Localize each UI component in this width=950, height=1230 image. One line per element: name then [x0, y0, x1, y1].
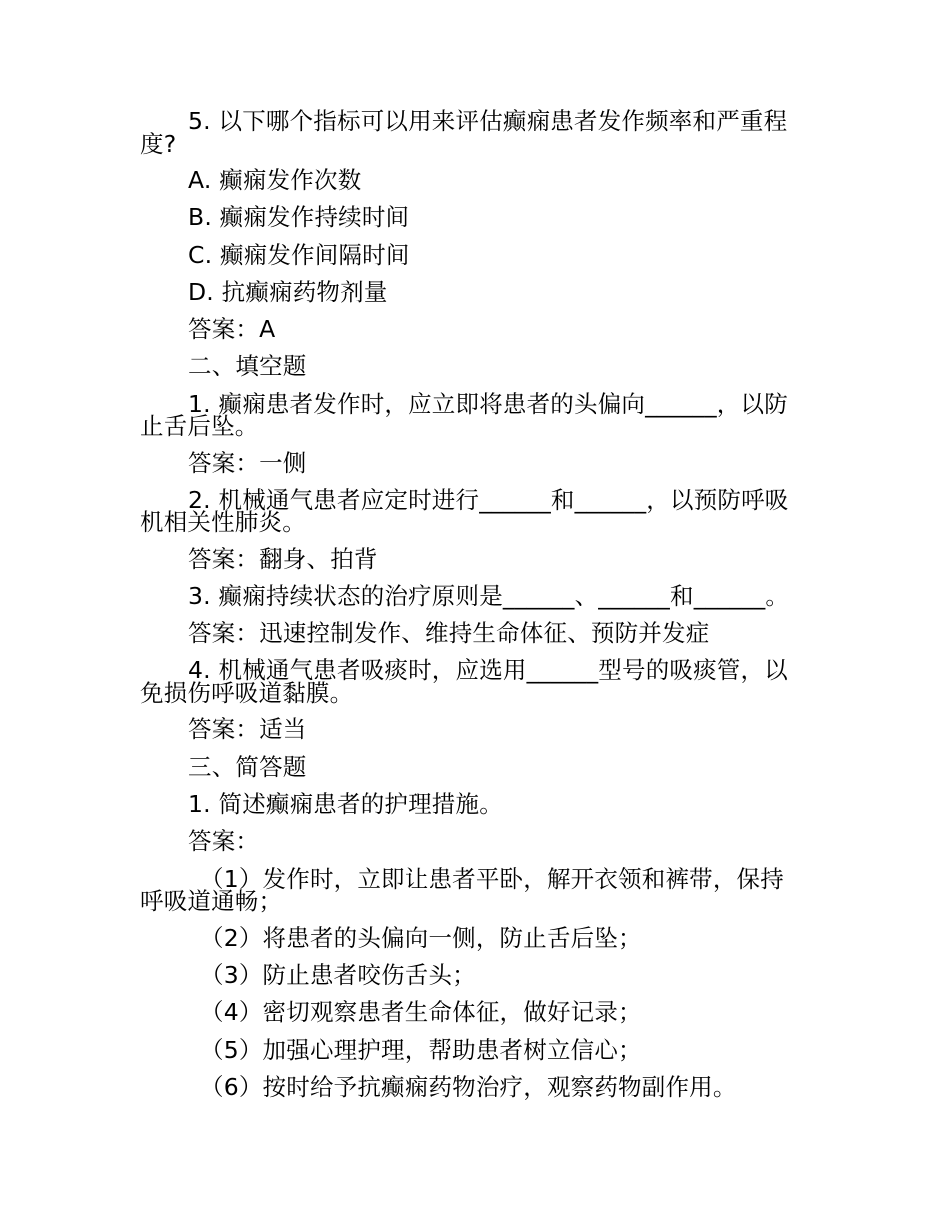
fill-q2-answer: 答案：翻身、拍背 [188, 545, 378, 573]
point-3: （3）防止患者咬伤舌头； [200, 961, 476, 989]
fill-q4-answer: 答案：适当 [188, 715, 307, 743]
option-d: D. 抗癫痫药物剂量 [188, 278, 388, 306]
point-5: （5）加强心理护理，帮助患者树立信心； [200, 1036, 642, 1064]
option-a: A. 癫痫发作次数 [188, 166, 362, 194]
section-2-title: 二、填空题 [188, 352, 307, 380]
fill-q3-answer: 答案：迅速控制发作、维持生命体征、预防并发症 [188, 619, 710, 647]
section-3-title: 三、简答题 [188, 753, 307, 781]
option-c: C. 癫痫发作间隔时间 [188, 241, 410, 269]
short-q1-text: 1. 简述癫痫患者的护理措施。 [188, 790, 503, 818]
fill-q1-line2: 止舌后坠。 [140, 412, 259, 440]
point-1-line1: （1）发作时，立即让患者平卧，解开衣领和裤带，保持 [200, 865, 784, 893]
question-5-text-line2: 度? [140, 130, 177, 158]
fill-q2-line2: 机相关性肺炎。 [140, 508, 306, 536]
fill-q3-line1: 3. 癫痫持续状态的治疗原则是______、______和______。 [188, 582, 790, 610]
fill-q4-line2: 免损伤呼吸道黏膜。 [140, 679, 354, 707]
point-6: （6）按时给予抗癫痫药物治疗，观察药物副作用。 [200, 1073, 737, 1101]
short-q1-answer-label: 答案： [188, 827, 260, 855]
option-b: B. 癫痫发作持续时间 [188, 203, 410, 231]
question-5-text-line1: 5. 以下哪个指标可以用来评估癫痫患者发作频率和严重程 [188, 107, 788, 135]
point-2: （2）将患者的头偏向一侧，防止舌后坠； [200, 924, 642, 952]
question-5-answer: 答案：A [188, 315, 276, 343]
fill-q4-line1: 4. 机械通气患者吸痰时，应选用______型号的吸痰管，以 [188, 656, 788, 684]
fill-q1-line1: 1. 癫痫患者发作时，应立即将患者的头偏向______，以防 [188, 390, 788, 418]
fill-q2-line1: 2. 机械通气患者应定时进行______和______，以预防呼吸 [188, 486, 789, 514]
point-1-line2: 呼吸道通畅； [140, 887, 283, 915]
point-4: （4）密切观察患者生命体征，做好记录； [200, 998, 642, 1026]
fill-q1-answer: 答案：一侧 [188, 449, 307, 477]
